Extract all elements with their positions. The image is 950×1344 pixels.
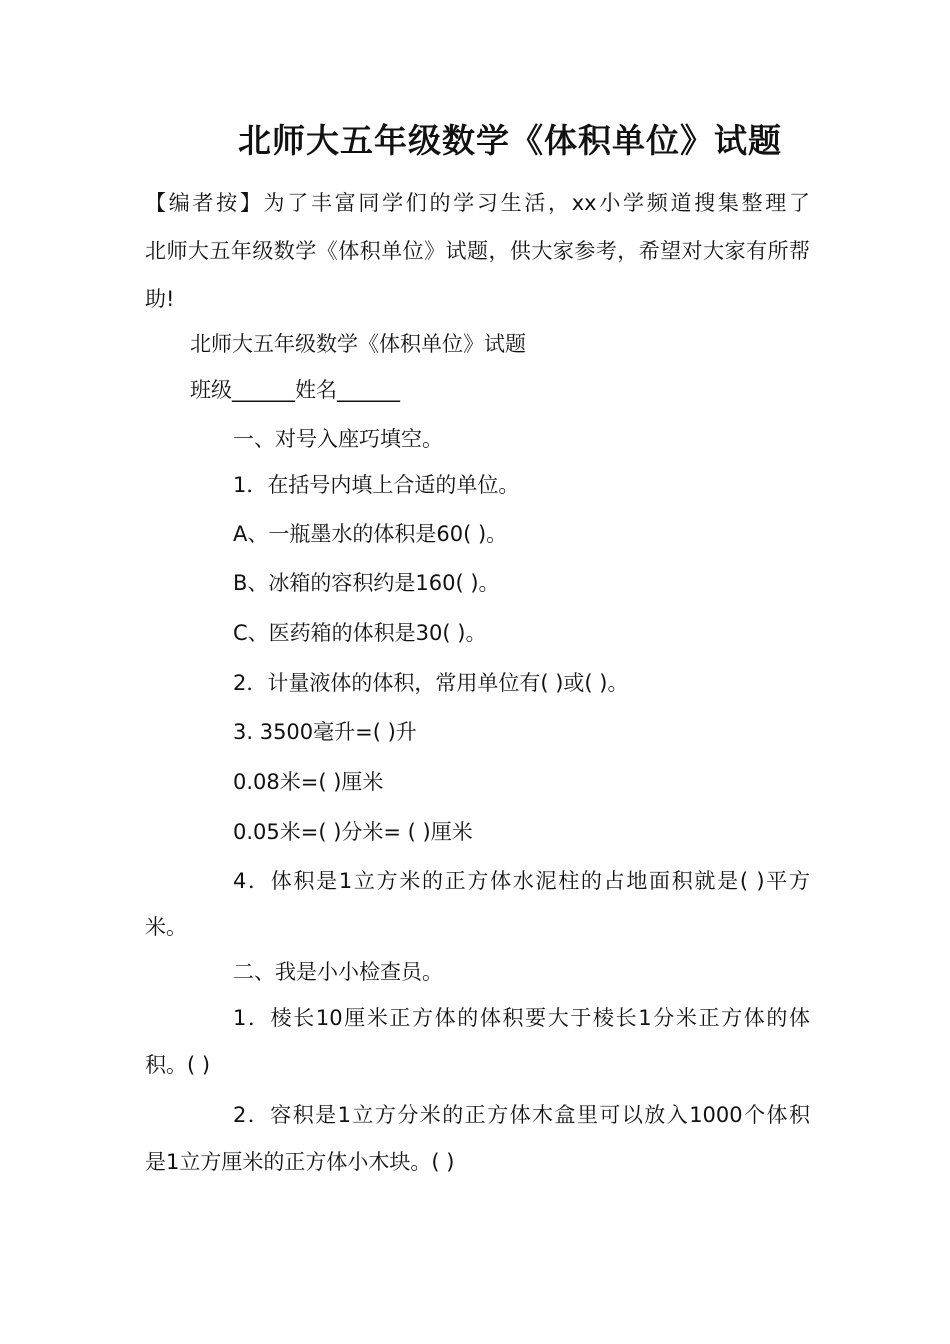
section1-question-3a: 3. 3500毫升=( )升 xyxy=(233,720,417,744)
section1-question-1b: B、冰箱的容积约是160( )。 xyxy=(233,571,500,595)
subtitle: 北师大五年级数学《体积单位》试题 xyxy=(190,332,526,356)
section1-question-3b: 0.08米=( )厘米 xyxy=(233,770,384,794)
name-line: 班级______姓名______ xyxy=(190,378,400,402)
section2-question-1-line-2: 积。( ) xyxy=(145,1053,211,1077)
document-title: 北师大五年级数学《体积单位》试题 xyxy=(238,121,782,160)
section1-question-2: 2．计量液体的体积，常用单位有( )或( )。 xyxy=(233,671,629,695)
section1-question-1a: A、一瓶墨水的体积是60( )。 xyxy=(233,522,508,546)
section2-question-2-line-1: 2．容积是1立方分米的正方体木盒里可以放入1000个体积 xyxy=(233,1103,810,1127)
intro-line-2: 北师大五年级数学《体积单位》试题，供大家参考，希望对大家有所帮 xyxy=(145,239,810,263)
section2-heading: 二、我是小小检查员。 xyxy=(233,960,443,984)
section2-question-1-line-1: 1．棱长10厘米正方体的体积要大于棱长1分米正方体的体 xyxy=(233,1006,810,1030)
section2-question-2-line-2: 是1立方厘米的正方体小木块。( ) xyxy=(145,1150,455,1174)
intro-line-3: 助! xyxy=(145,287,175,311)
intro-line-1: 【编者按】为了丰富同学们的学习生活，xx小学频道搜集整理了 xyxy=(145,191,810,215)
section1-heading: 一、对号入座巧填空。 xyxy=(233,427,443,451)
section1-question-3c: 0.05米=( )分米= ( )厘米 xyxy=(233,820,473,844)
section1-question-1: 1．在括号内填上合适的单位。 xyxy=(233,473,520,497)
section1-question-4-line-2: 米。 xyxy=(145,915,187,939)
section1-question-1c: C、医药箱的体积是30( )。 xyxy=(233,621,487,645)
section1-question-4-line-1: 4．体积是1立方米的正方体水泥柱的占地面积就是( )平方 xyxy=(233,869,810,893)
